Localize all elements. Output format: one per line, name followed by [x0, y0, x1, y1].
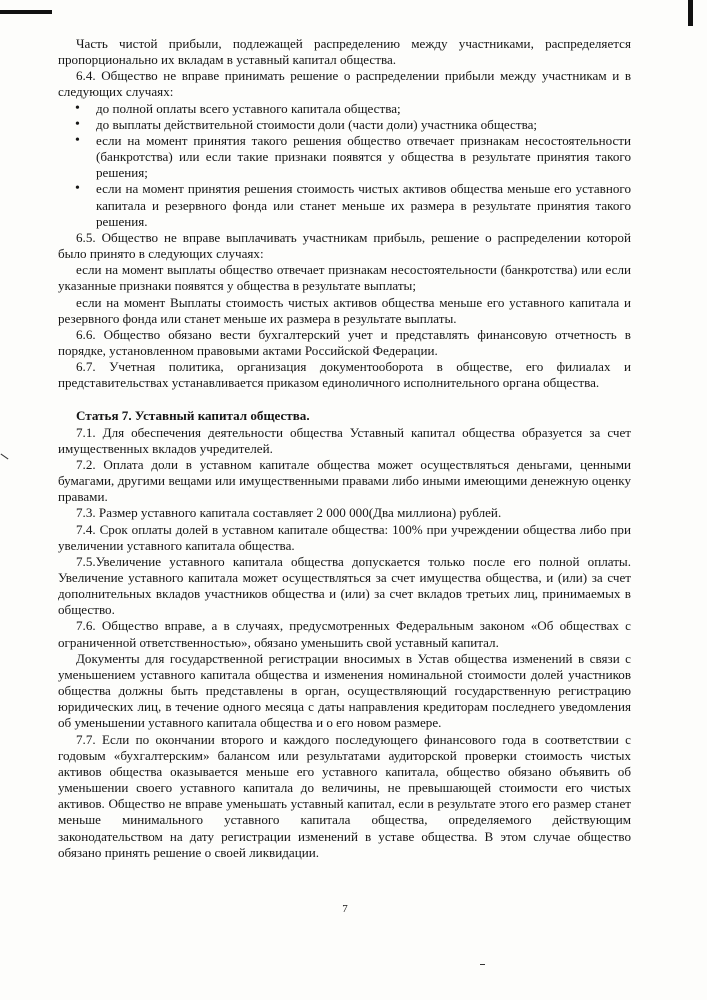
page-number: 7	[342, 903, 348, 915]
document-page	[58, 36, 631, 861]
paragraph-6-7: 6.7. Учетная политика, организация документооборота в обществе, его филиалах и представительствах устанавливается приказом единоличного исполнительного органа общества.	[58, 359, 631, 391]
paragraph-7-6-documents: Документы для государственной регистрации вносимых в Устав общества изменений в связи с уменьшением уставного капитала общества и изменения номинальной стоимости долей участников общества должны быть представлены в орган, осуществляющий государственную регистрацию юридических лиц, в течение одного месяца с даты направления кредиторам последнего уведомления об уменьшении уставного капитала общества и о его новом размере.	[58, 650, 631, 731]
paragraph-6-3-continuation: Часть чистой прибыли, подлежащей распределению между участниками, распределяется пропорционально их вкладам в уставный капитал общества.	[58, 36, 631, 68]
scan-tick-left	[1, 454, 9, 460]
list-item: • до полной оплаты всего уставного капитала общества;	[58, 101, 631, 117]
paragraph-7-6: 7.6. Общество вправе, а в случаях, предусмотренных Федеральным законом «Об обществах с ограниченной ответственностью», обязано уменьшить свой уставный капитал.	[58, 618, 631, 650]
paragraph-6-4: 6.4. Общество не вправе принимать решение о распределении прибыли между участникам и в следующих случаях:	[58, 68, 631, 100]
paragraph-6-5: 6.5. Общество не вправе выплачивать участникам прибыль, решение о распределении которой было принято в следующих случаях:	[58, 229, 631, 262]
paragraph-7-4: 7.4. Срок оплаты долей в уставном капитале общества: 100% при учреждении общества либо при увеличении уставного капитала общества.	[58, 521, 631, 553]
paragraph-6-5-condition-1: если на момент выплаты общество отвечает признакам несостоятельности (банкротства) или если указанные признаки появятся у общества в результате выплаты;	[58, 262, 631, 294]
paragraph-7-3: 7.3. Размер уставного капитала составляет 2 000 000(Два миллиона) рублей.	[76, 505, 502, 521]
paragraph-6-5-condition-2: если на момент Выплаты стоимость чистых активов общества меньше его уставного капитала и резервного фонда или станет меньше их размера в результате выплаты.	[58, 294, 631, 326]
paragraph-7-7: 7.7. Если по окончании второго и каждого последующего финансового года в соответствии с годовым «бухгалтерским» балансом или результатами аудиторской проверки стоимость чистых активов общества оказывается меньше его уставного капитала, общество обязано объявить об уменьшении своего уставного капитала до величины, не превышающей стоимости его чистых активов. Общество не вправе уменьшать уставный капитал, если в результате этого его размер станет меньше минимального уставного капитала общества, определяемого действующим законодательством на дату регистрации изменений в уставе общества. В этом случае общество обязано принять решение о своей ликвидации.	[58, 731, 631, 860]
list-item: • если на момент принятия решения стоимость чистых активов общества меньше его уставного капитала и резервного фонда или станет меньше их размера в результате принятия такого решения.	[58, 181, 631, 229]
list-item: • до выплаты действительной стоимости доли (части доли) участника общества;	[58, 117, 631, 133]
profit-restriction-list	[58, 101, 631, 230]
scan-tick-bottom	[480, 964, 485, 965]
scan-mark-top-left	[0, 10, 52, 14]
paragraph-7-1: 7.1. Для обеспечения деятельности общества Уставный капитал общества образуется за счет имущественных вкладов учредителей.	[58, 424, 631, 456]
scan-mark-top-right	[688, 0, 693, 26]
paragraph-7-5: 7.5.Увеличение уставного капитала общества допускается только после его полной оплаты. Увеличение уставного капитала может осуществляться за счет имущества общества, и (или) за счет дополнительных вкладов участников общества и (или) за счет вкладов третьих лиц, принимаемых в общество.	[58, 553, 631, 618]
paragraph-6-6: 6.6. Общество обязано вести бухгалтерский учет и представлять финансовую отчетность в порядке, установленном правовыми актами Российской Федерации.	[58, 326, 631, 358]
paragraph-7-2: 7.2. Оплата доли в уставном капитале общества может осуществляться деньгами, ценными бумагами, другими вещами или имущественными правами либо иными имеющими денежную оценку правами.	[58, 456, 631, 505]
list-item: • если на момент принятия такого решения общество отвечает признакам несостоятельности (банкротства) или если такие признаки появятся у общества в результате принятия такого решения;	[58, 133, 631, 181]
article-7-heading: Статья 7. Уставный капитал общества.	[76, 408, 310, 424]
